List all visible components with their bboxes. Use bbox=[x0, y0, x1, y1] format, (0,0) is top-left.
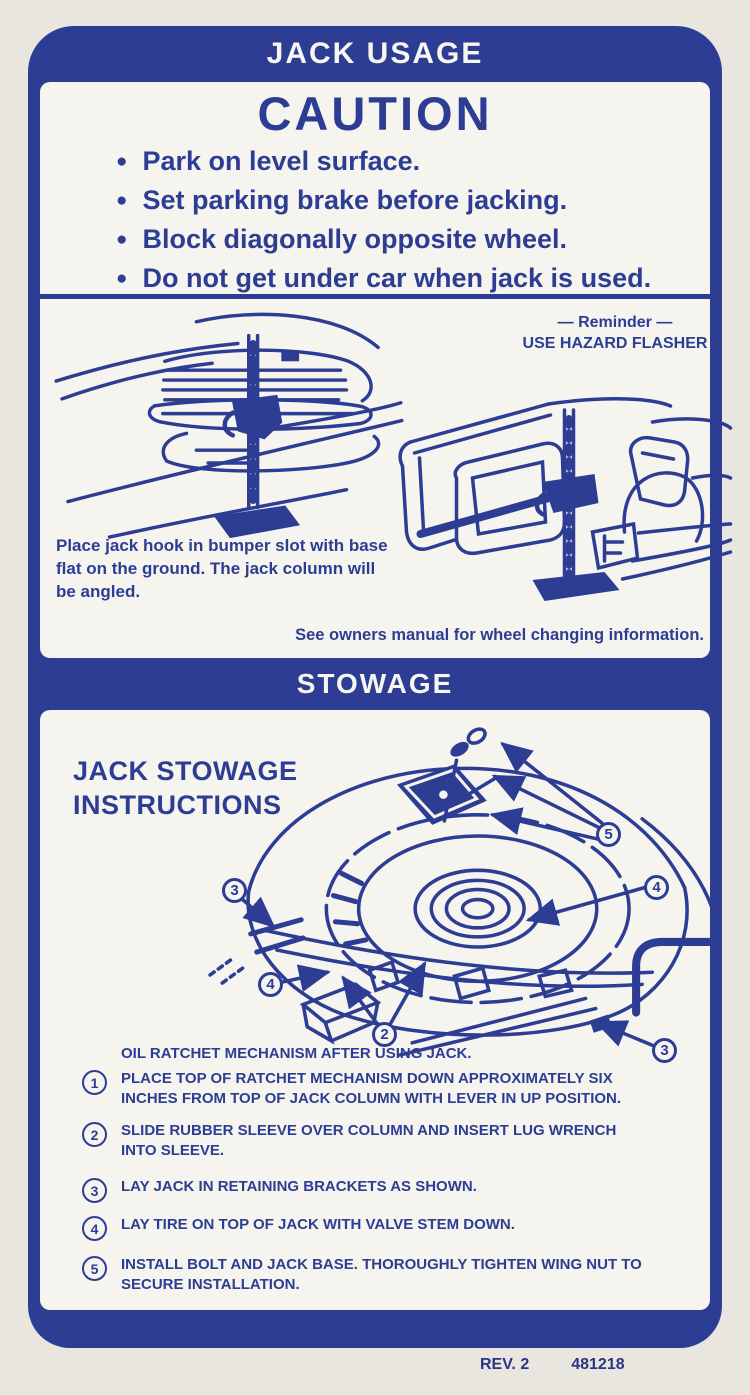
reminder-line1: — Reminder — bbox=[557, 314, 673, 331]
step-text: LAY JACK IN RETAINING BRACKETS AS SHOWN. bbox=[121, 1178, 477, 1195]
revision-text: REV. 2 bbox=[480, 1356, 530, 1373]
step-text: LAY TIRE ON TOP OF JACK WITH VALVE STEM DOWN. bbox=[121, 1216, 515, 1233]
step-number-badge: 3 bbox=[82, 1178, 107, 1203]
stowage-title-line2: INSTRUCTIONS bbox=[73, 790, 282, 820]
caution-bullet: ● Set parking brake before jacking. bbox=[116, 181, 651, 220]
footer-revision bbox=[480, 1356, 625, 1374]
stowage-title-line1: JACK STOWAGE bbox=[73, 756, 298, 786]
caution-bullet-list bbox=[116, 142, 651, 298]
caution-bullet: ● Park on level surface. bbox=[116, 142, 651, 181]
stowage-step bbox=[82, 1177, 662, 1203]
stowage-steps bbox=[82, 1044, 662, 1295]
hazard-flasher-reminder bbox=[490, 312, 740, 354]
rear-bumper-jack-illustration bbox=[48, 304, 404, 546]
callout-badge: 5 bbox=[596, 822, 621, 847]
stowage-step bbox=[82, 1215, 662, 1241]
stowage-step bbox=[82, 1255, 662, 1295]
stowage-step bbox=[82, 1121, 662, 1161]
stowage-header-text: STOWAGE bbox=[296, 668, 454, 699]
callout-badge: 3 bbox=[652, 1038, 677, 1063]
caution-title: CAUTION bbox=[257, 87, 493, 140]
step-number-badge: 2 bbox=[82, 1122, 107, 1147]
step-text: PLACE TOP OF RATCHET MECHANISM DOWN APPROXIMATELY SIX INCHES FROM TOP OF JACK COLUMN WITH LEVER IN UP POSITION. bbox=[121, 1070, 622, 1107]
front-bumper-jack-illustration bbox=[390, 382, 735, 617]
step-number-badge: 1 bbox=[82, 1070, 107, 1095]
oil-note: OIL RATCHET MECHANISM AFTER USING JACK. bbox=[121, 1045, 472, 1062]
usage-header-text: JACK USAGE bbox=[266, 37, 484, 70]
caution-bullet: ● Block diagonally opposite wheel. bbox=[116, 220, 651, 259]
step-text: SLIDE RUBBER SLEEVE OVER COLUMN AND INSERT LUG WRENCH INTO SLEEVE. bbox=[121, 1122, 617, 1159]
callout-badge: 4 bbox=[644, 875, 669, 900]
stowage-panel bbox=[40, 710, 710, 1310]
trunk-stowage-illustration bbox=[190, 722, 720, 1060]
step-text: INSTALL BOLT AND JACK BASE. THOROUGHLY TIGHTEN WING NUT TO SECURE INSTALLATION. bbox=[121, 1256, 642, 1293]
stowage-step bbox=[82, 1069, 662, 1109]
section-divider bbox=[40, 294, 710, 299]
usage-panel bbox=[40, 82, 710, 658]
step-number-badge: 4 bbox=[82, 1216, 107, 1241]
instruction-label bbox=[28, 26, 722, 1348]
caution-bullet: ● Do not get under car when jack is used. bbox=[116, 259, 651, 298]
callout-badge: 3 bbox=[222, 878, 247, 903]
usage-header-band bbox=[28, 26, 722, 82]
reminder-line2: USE HAZARD FLASHER bbox=[522, 335, 708, 352]
stowage-header-band bbox=[28, 658, 722, 710]
callout-badge: 2 bbox=[372, 1022, 397, 1047]
part-number: 481218 bbox=[571, 1356, 625, 1373]
step-number-badge: 5 bbox=[82, 1256, 107, 1281]
owners-manual-note: See owners manual for wheel changing information. bbox=[295, 626, 704, 644]
callout-badge: 4 bbox=[258, 972, 283, 997]
placement-note: Place jack hook in bumper slot with base flat on the ground. The jack column will be angled. bbox=[56, 536, 388, 601]
